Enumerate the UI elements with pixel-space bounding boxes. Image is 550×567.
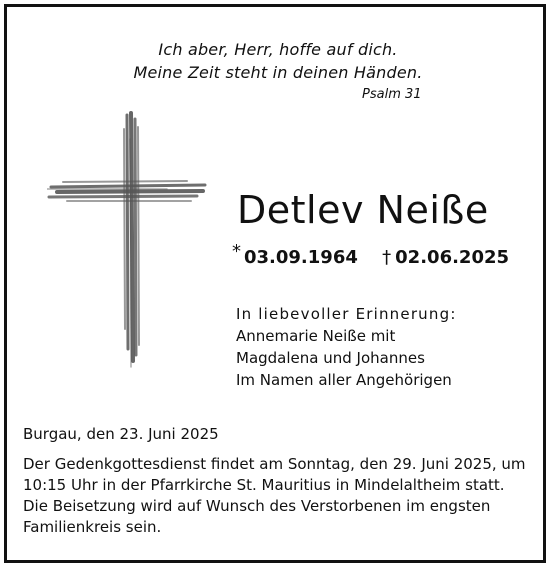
- brush-cross-icon: [47, 109, 217, 369]
- birth-symbol: *: [232, 241, 241, 262]
- notice-line: 10:15 Uhr in der Pfarrkirche St. Mauritius in Mindelaltheim statt.: [23, 476, 505, 494]
- service-notice: [23, 454, 533, 538]
- notice-line: Der Gedenkgottesdienst findet am Sonntag, den 29. Juni 2025, um: [23, 455, 526, 473]
- birth-date: 03.09.1964: [244, 247, 358, 268]
- place-date: Burgau, den 23. Juni 2025: [23, 425, 219, 443]
- mourner-line: Magdalena und Johannes: [236, 349, 425, 367]
- verse-line-2: Meine Zeit steht in deinen Händen.: [133, 63, 423, 82]
- notice-line: Familienkreis sein.: [23, 518, 162, 536]
- death-symbol: †: [382, 247, 392, 268]
- verse-source: Psalm 31: [362, 87, 422, 102]
- obituary-card: [4, 4, 546, 563]
- verse-line-1: Ich aber, Herr, hoffe auf dich.: [158, 40, 398, 59]
- mourners-block: [236, 303, 457, 391]
- notice-line: Die Beisetzung wird auf Wunsch des Verstorbenen im engsten: [23, 497, 491, 515]
- death-date: 02.06.2025: [395, 247, 510, 268]
- deceased-name: Detlev Neiße: [237, 188, 489, 232]
- life-dates: [232, 241, 510, 268]
- mourners-heading: In liebevoller Erinnerung:: [236, 305, 457, 323]
- mourner-line: Annemarie Neiße mit: [236, 327, 396, 345]
- death-group: [382, 247, 509, 268]
- mourner-line: Im Namen aller Angehörigen: [236, 371, 452, 389]
